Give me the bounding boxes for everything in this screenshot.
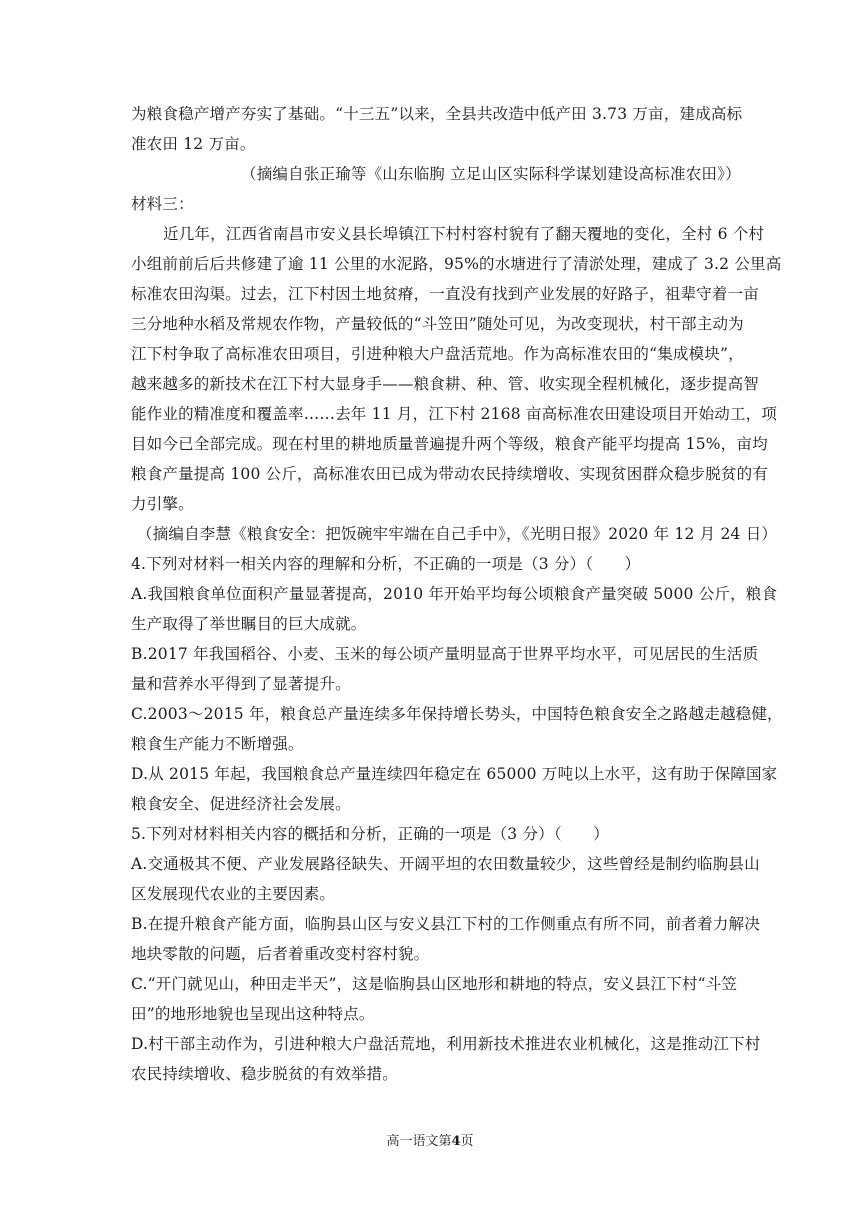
- text-line: 江下村争取了高标准农田项目，引进种粮大户盘活荒地。作为高标准农田的“集成模块”，: [131, 345, 744, 363]
- option-line: A.我国粮食单位面积产量显著提高，2010 年开始平均每公顷粮食产量突破 5000 公斤，粮食: [131, 585, 778, 603]
- option-line: 生产取得了举世瞩目的巨大成就。: [131, 615, 367, 633]
- option-line: 田”的地形地貌也呈现出这种特点。: [131, 1005, 375, 1023]
- footer-suffix: 页: [460, 1134, 474, 1149]
- option-line: 农民持续增收、稳步脱贫的有效举措。: [131, 1065, 398, 1083]
- option-line: 区发展现代农业的主要因素。: [131, 885, 336, 903]
- text-line: 能作业的精准度和覆盖率……去年 11 月，江下村 2168 亩高标准农田建设项目开始动工，项: [131, 405, 778, 423]
- text-line: 小组前前后后共修建了逾 11 公里的水泥路，95%的水塘进行了清淤处理，建成了 3.2 公里高: [131, 255, 782, 273]
- text-line: 越来越多的新技术在江下村大显身手——粮食耕、种、管、收实现全程机械化，逐步提高智: [131, 375, 760, 393]
- page-footer: [0, 1133, 860, 1151]
- question-4: 4.下列对材料一相关内容的理解和分析，不正确的一项是（3 分）（ ）: [131, 555, 641, 573]
- option-line: 粮食生产能力不断增强。: [131, 735, 304, 753]
- text-line: 标准农田沟渠。过去，江下村因土地贫瘠，一直没有找到产业发展的好路子，祖辈守着一亩: [131, 285, 760, 303]
- page-number: 4: [451, 1134, 461, 1149]
- question-5: 5.下列对材料相关内容的概括和分析，正确的一项是（3 分）（ ）: [131, 825, 609, 843]
- citation-line: （摘编自张正瑜等《山东临朐 立足山区实际科学谋划建设高标准农田》）: [241, 165, 741, 183]
- text-line: 粮食产量提高 100 公斤，高标准农田已成为带动农民持续增收、实现贫困群众稳步脱贫的有: [131, 465, 769, 483]
- option-line: 地块零散的问题，后者着重改变村容村貌。: [131, 945, 430, 963]
- option-line: C.2003～2015 年，粮食总产量连续多年保持增长势头，中国特色粮食安全之路越走越稳健，: [131, 705, 783, 723]
- section-heading: 材料三：: [131, 195, 194, 213]
- text-line: 目如今已全部完成。现在村里的耕地质量普遍提升两个等级，粮食产能平均提高 15%，亩均: [131, 435, 768, 453]
- option-line: C.“开门就见山，种田走半天”，这是临朐县山区地形和耕地的特点，安义县江下村“斗笠: [131, 975, 738, 993]
- citation-line: （摘编自李慧《粮食安全：把饭碗牢牢端在自己手中》，《光明日报》2020 年 12 月 24 日）: [137, 525, 778, 543]
- option-line: 粮食安全、促进经济社会发展。: [131, 795, 351, 813]
- text-line: 准农田 12 万亩。: [131, 135, 256, 153]
- text-line: 力引擎。: [131, 495, 194, 513]
- footer-label: 高一语文第: [386, 1134, 452, 1149]
- option-line: D.村干部主动作为，引进种粮大户盘活荒地，利用新技术推进农业机械化，这是推动江下村: [131, 1035, 761, 1053]
- text-line: 近几年，江西省南昌市安义县长埠镇江下村村容村貌有了翻天覆地的变化，全村 6 个村: [163, 225, 765, 243]
- option-line: 量和营养水平得到了显著提升。: [131, 675, 351, 693]
- option-line: D.从 2015 年起，我国粮食总产量连续四年稳定在 65000 万吨以上水平，这有助于保障国家: [131, 765, 778, 783]
- option-line: B.在提升粮食产能方面，临朐县山区与安义县江下村的工作侧重点有所不同，前者着力解决: [131, 915, 761, 933]
- option-line: B.2017 年我国稻谷、小麦、玉米的每公顷产量明显高于世界平均水平，可见居民的生活质: [131, 645, 759, 663]
- text-line: 三分地种水稻及常规农作物，产量较低的“斗笠田”随处可见，为改变现状，村干部主动为: [131, 315, 744, 333]
- text-line: 为粮食稳产增产夯实了基础。“十三五”以来，全县共改造中低产田 3.73 万亩，建成高标: [131, 105, 743, 123]
- option-line: A.交通极其不便、产业发展路径缺失、开阔平坦的农田数量较少，这些曾经是制约临朐县山: [131, 855, 760, 873]
